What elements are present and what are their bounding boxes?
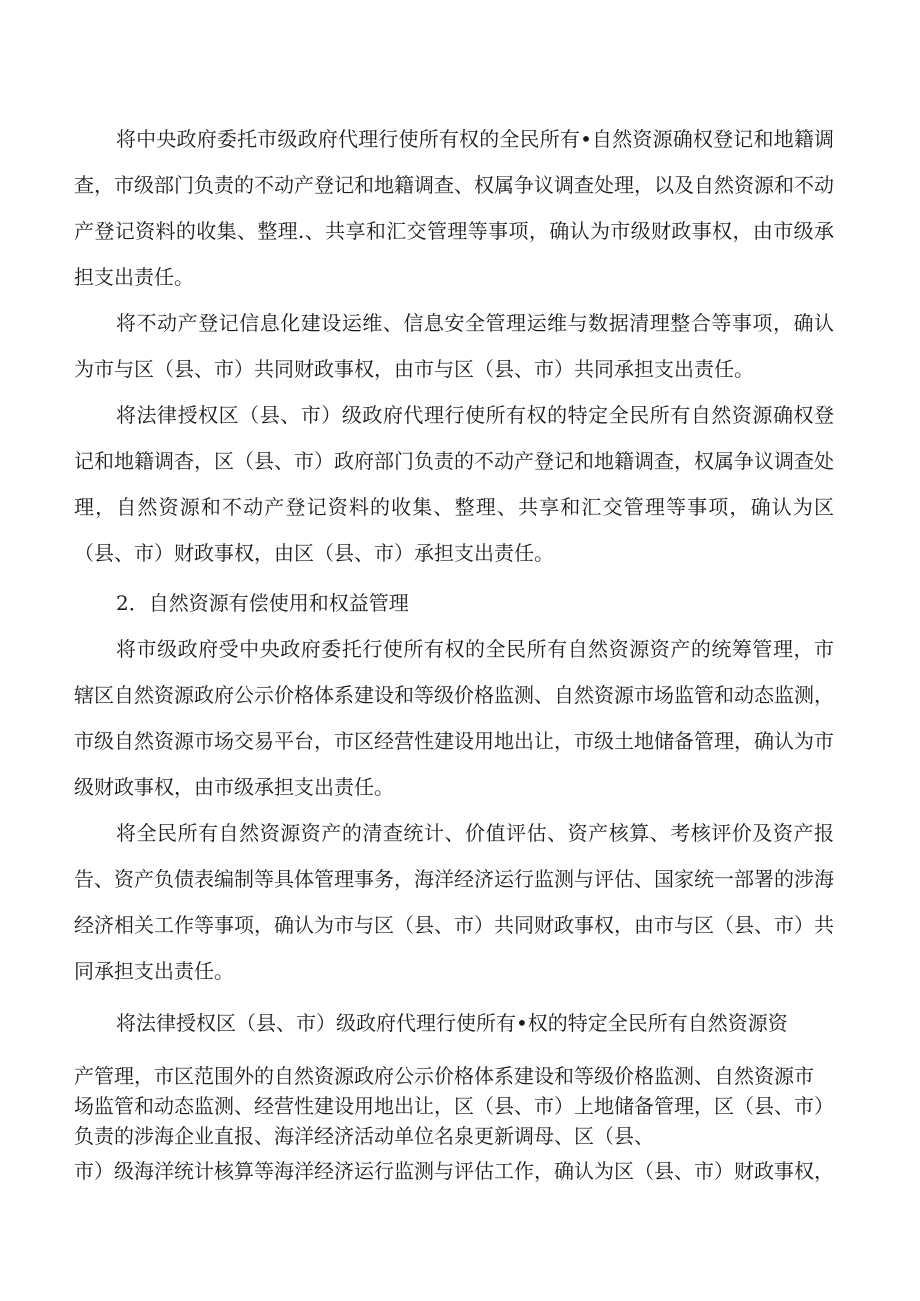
paragraph-6-line-4: 负责的涉海企业直报、海洋经济活动单位名泉更新调母、区（县、 — [74, 1124, 654, 1148]
paragraph-2: 将不动产登记信息化建设运维、信息安全管理运维与数据清理整合等事项，确认为市与区（县、市）共同财政事权，由市与区（县、市）共同承担支出责任。 — [74, 311, 834, 381]
paragraph-6-line-3: 场监管和动态监测、经营性建设用地出让，区（县、市）上地储备管理，区（县、市） — [74, 1094, 834, 1118]
paragraph-6-line-5: 市）级海洋统计核算等海洋经济运行监测与评估工作，确认为区（县、市）财政事权， — [74, 1159, 834, 1183]
paragraph-5: 将全民所有自然资源资产的清查统计、价值评估、资产核算、考核评价及资产报告、资产负债表编制等具体管理事务，海洋经济运行监测与评估、国家统一部署的涉海经济相关工作等事项，确认为市与区（县、市）共同财政事权，由市与区（县、市）共同承担支出责任。 — [74, 821, 834, 983]
paragraph-4: 将市级政府受中央政府委托行使所有权的全民所有自然资源资产的统筹管理，市辖区自然资源政府公示价格体系建设和等级价格监测、自然资源市场监管和动态监测，市级自然资源市场交易平台，市区经营性建设用地出让，市级土地储备管理，确认为市级财政事权，由市级承担支出责任。 — [74, 637, 834, 799]
paragraph-6-line-1: 将法律授权区（县、市）级政府代理行使所有•权的特定全民所有自然资源资 — [116, 1011, 788, 1035]
paragraph-3: 将法律授权区（县、市）级政府代理行使所有权的特定全民所有自然资源确权登记和地籍调杳，区（县、市）政府部门负责的不动产登记和地籍调查，权属争议调查处理，自然资源和不动产登记资料的收集、整理、共享和汇交管理等事项，确认为区（县、市）财政事权，由区（县、市）承担支出责任。 — [74, 403, 834, 565]
section-heading: 2．自然资源有偿使用和权益管理 — [116, 591, 409, 615]
paragraph-1: 将中央政府委托市级政府代理行使所有权的全民所有•自然资源确权登记和地籍调查，市级部门负责的不动产登记和地籍调查、权属争议调查处理，以及自然资源和不动产登记资料的收集、整理.、共享和汇交管理等事项，确认为市级财政事权，由市级承担支出责任。 — [74, 127, 834, 289]
paragraph-6-line-2: 产管理，市区范围外的自然资源政府公示价格体系建设和等级价格监测、自然资源市 — [74, 1064, 814, 1088]
